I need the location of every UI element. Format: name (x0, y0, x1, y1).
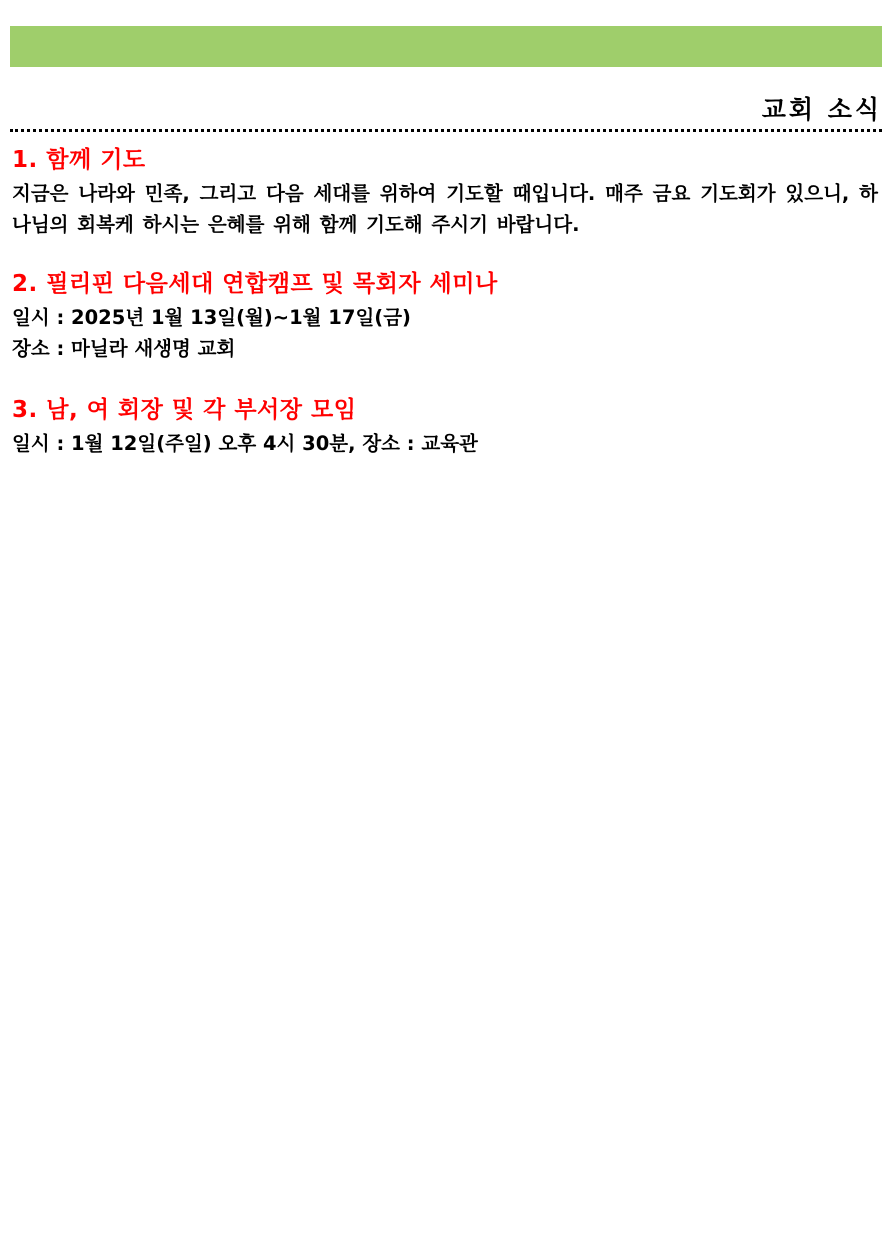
document-header (10, 96, 882, 132)
section-spacer (12, 240, 880, 268)
announcement-body-line: 일시 : 1월 12일(주일) 오후 4시 30분, 장소 : 교육관 (12, 432, 478, 455)
announcement-title: 1. 함께 기도 (12, 147, 146, 173)
announcements-list (12, 144, 880, 459)
announcement-item-3 (12, 394, 880, 459)
announcement-body-line: 지금은 나라와 민족, 그리고 다음 세대를 위하여 기도할 때입니다. 매주 금요 기도회가 있으니, 하나님의 회복케 하시는 은혜를 위해 함께 기도해 주시기 바랍니다. (12, 182, 878, 236)
header-green-band (10, 26, 882, 67)
header-dotted-divider (10, 129, 882, 132)
announcement-item-2 (12, 268, 880, 364)
announcement-item-1 (12, 144, 880, 240)
announcement-body-line: 장소 : 마닐라 새생명 교회 (12, 337, 236, 360)
announcement-title: 3. 남, 여 회장 및 각 부서장 모임 (12, 397, 357, 423)
announcement-title: 2. 필리핀 다음세대 연합캠프 및 목회자 세미나 (12, 271, 498, 297)
page-title: 교회 소식 (761, 95, 882, 124)
section-spacer (12, 364, 880, 394)
announcement-body-line: 일시 : 2025년 1월 13일(월)~1월 17일(금) (12, 306, 411, 329)
